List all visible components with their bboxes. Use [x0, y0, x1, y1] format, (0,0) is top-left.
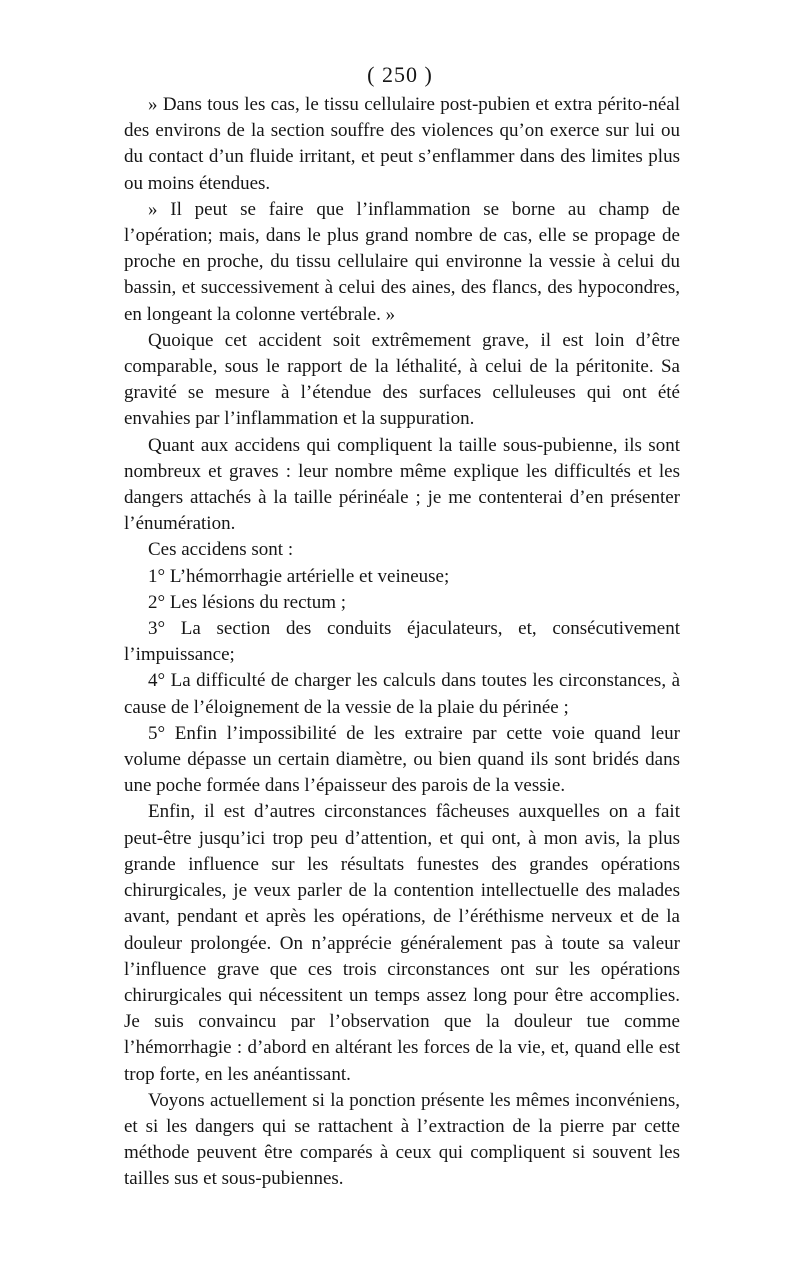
- paragraph-circonstances: Enfin, il est d’autres circonstances fâcheuses auxquelles on a fait peut-être jusqu’ici trop peu d’attention, et qui ont, à mon avis, la plus grande influence sur les résultats funestes des grandes opérations chirurgicales, je veux parler de la contention intellectuelle des malades avant, pendant et après les opérations, de l’éréthisme nerveux et de la douleur prolongée. On n’apprécie généralement pas à toute sa valeur l’influence grave que ces trois circonstances ont sur les opérations chirurgicales qui nécessitent un temps assez long pour être accomplies. Je suis convaincu par l’observation que la douleur tue comme l’hémorrhagie : d’abord en altérant les forces de la vie, et, quand elle est trop forte, en les anéantissant.: [124, 801, 680, 1085]
- paragraph-inflammation: » Il peut se faire que l’inflammation se borne au champ de l’opération; mais, dans le plus grand nombre de cas, elle se propage de proche en proche, du tissu cellulaire qui environne la vessie à celui du bassin, et successivement à celui des aines, des flancs, des hypocondres, en longeant la colonne vertébrale. »: [124, 198, 680, 325]
- paragraph-ponction: Voyons actuellement si la ponction présente les mêmes inconvéniens, et si les dangers qui se rattachent à l’extraction de la pierre par cette méthode peuvent être comparés à ceux qui compliquent si souvent les tailles sus et sous-pubiennes.: [124, 1089, 680, 1190]
- paragraph-gravite: Quoique cet accident soit extrêmement grave, il est loin d’être comparable, sous le rapport de la léthalité, à celui de la péritonite. Sa gravité se mesure à l’étendue des surfaces celluleuses qui ont été envahies par l’inflammation et la suppuration.: [124, 329, 680, 430]
- paragraph-accidens-intro: Ces accidens sont :: [148, 539, 294, 561]
- list-item-3: 3° La section des conduits éjaculateurs, et, consécutivement l’impuissance;: [124, 618, 680, 666]
- body-text: [124, 92, 680, 1193]
- list-item-2: 2° Les lésions du rectum ;: [148, 591, 347, 613]
- list-item-1: 1° L’hémorrhagie artérielle et veineuse;: [148, 565, 450, 587]
- list-item-4: 4° La difficulté de charger les calculs dans toutes les circonstances, à cause de l’éloignement de la vessie de la plaie du périnée ;: [124, 670, 680, 718]
- paragraph-taille-sous-pubienne: Quant aux accidens qui compliquent la taille sous-pubienne, ils sont nombreux et graves : leur nombre même explique les difficultés et les dangers attachés à la taille périnéale ; je me contenterai d’en présenter l’énumération.: [124, 434, 680, 535]
- page-number: ( 250 ): [367, 62, 433, 87]
- list-item-5: 5° Enfin l’impossibilité de les extraire par cette voie quand leur volume dépasse un certain diamètre, ou bien quand ils sont bridés dans une poche formée dans l’épaisseur des parois de la vessie.: [124, 722, 680, 797]
- paragraph-tissu-cellulaire: » Dans tous les cas, le tissu cellulaire post-pubien et extra périto-néal des environs de la section souffre des violences qu’on exerce sur lui ou du contact d’un fluide irritant, et peut s’enflammer dans des limites plus ou moins étendues.: [124, 94, 680, 194]
